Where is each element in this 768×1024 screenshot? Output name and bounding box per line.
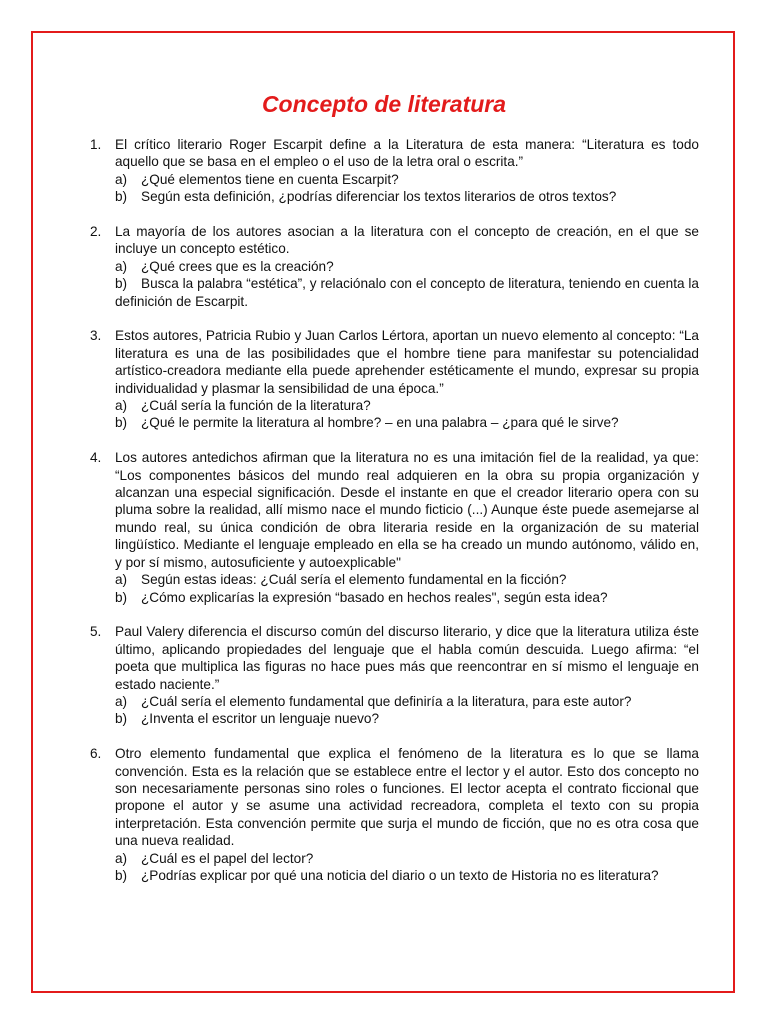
sub-question-letter: b) [115, 711, 128, 727]
sub-question [115, 710, 699, 727]
sub-question [115, 275, 699, 310]
question-list [90, 136, 699, 902]
question-item [90, 223, 699, 310]
sub-question-text: Según estas ideas: ¿Cuál sería el elemento fundamental en la ficción? [141, 572, 567, 588]
sub-question-letter: b) [115, 189, 128, 205]
sub-question-text: ¿Qué crees que es la creación? [141, 258, 334, 274]
sub-question [115, 571, 699, 588]
sub-question [115, 589, 699, 606]
question-item [90, 449, 699, 606]
sub-question-letter: a) [115, 171, 128, 187]
sub-question-letter: a) [115, 398, 128, 414]
sub-question-letter: a) [115, 572, 128, 588]
sub-question-text: ¿Cuál sería la función de la literatura? [141, 398, 371, 414]
question-number: 6. [90, 746, 102, 762]
question-text: Paul Valery diferencia el discurso común del discurso literario, y dice que la literatura utiliza éste último, aplicando propiedades del lenguaje que el habla común descuida. Luego afirma: “el poeta que multiplica las figuras no hace pues más que reencontrar en sí mismo el lenguaje en estado naciente.” [115, 624, 699, 692]
page-title: Concepto de literatura [261, 91, 507, 117]
question-text: Estos autores, Patricia Rubio y Juan Carlos Lértora, aportan un nuevo elemento al concepto: “La literatura es una de las posibilidades que el hombre tiene para manifestar su potencialidad artístico-creadora mediante ella puede aprehender estéticamente el mundo, expresar su propia individualidad y plasmar la sensibilidad de una época.” [115, 328, 699, 396]
question-item [90, 623, 699, 727]
sub-question-text: Según esta definición, ¿podrías diferenciar los textos literarios de otros textos? [141, 189, 617, 205]
question-item [90, 745, 699, 884]
sub-question [115, 850, 699, 867]
sub-question [115, 258, 699, 275]
sub-question [115, 188, 699, 205]
sub-question-letter: a) [115, 258, 128, 274]
sub-question [115, 397, 699, 414]
sub-question-text: Busca la palabra “estética”, y relaciónalo con el concepto de literatura, teniendo en cuenta la definición de Escarpit. [115, 276, 699, 309]
sub-question-letter: b) [115, 867, 128, 883]
question-text: Otro elemento fundamental que explica el fenómeno de la literatura es lo que se llama convención. Esta es la relación que se establece entre el lector y el autor. Esto dos concepto no son necesariamente personas sino roles o funciones. El lector acepta el contrato ficcional que propone el autor y se asume una actividad recreadora, completa el texto con su propia interpretación. Esta convención permite que surja el mundo de ficción, que no es otra cosa que una nueva realidad. [115, 746, 699, 849]
sub-question-text: ¿Qué le permite la literatura al hombre? – en una palabra – ¿para qué le sirve? [141, 415, 619, 431]
question-number: 2. [90, 224, 102, 240]
sub-question-text: ¿Inventa el escritor un lenguaje nuevo? [141, 711, 380, 727]
sub-question-letter: b) [115, 589, 128, 605]
sub-question [115, 867, 699, 884]
question-text: El crítico literario Roger Escarpit define a la Literatura de esta manera: “Literatura es todo aquello que se basa en el empleo o el uso de la letra oral o escrita.” [115, 137, 699, 170]
sub-question [115, 414, 699, 431]
sub-question [115, 171, 699, 188]
sub-question-text: ¿Cuál es el papel del lector? [141, 850, 314, 866]
question-number: 5. [90, 624, 102, 640]
sub-question-text: ¿Qué elementos tiene en cuenta Escarpit? [141, 171, 399, 187]
sub-question-text: ¿Podrías explicar por qué una noticia del diario o un texto de Historia no es literatura? [141, 867, 659, 883]
sub-question-letter: a) [115, 693, 128, 709]
question-number: 4. [90, 450, 102, 466]
sub-question-letter: a) [115, 850, 128, 866]
sub-question-text: ¿Cómo explicarías la expresión “basado en hechos reales", según esta idea? [141, 589, 608, 605]
question-text: La mayoría de los autores asocian a la literatura con el concepto de creación, en el que se incluye un concepto estético. [115, 224, 699, 257]
question-number: 3. [90, 328, 102, 344]
sub-question-letter: b) [115, 276, 128, 292]
sub-question-text: ¿Cuál sería el elemento fundamental que definiría a la literatura, para este autor? [141, 693, 632, 709]
question-item [90, 327, 699, 431]
question-text: Los autores antedichos afirman que la literatura no es una imitación fiel de la realidad, ya que: “Los componentes básicos del mundo real adquieren en la obra su propia organización y alcanzan una especial significación. Desde el instante en que el creador literario opera con su pluma sobre la realidad, allí mismo nace el mundo ficticio (...) Aunque éste puede asemejarse al mundo real, su única condición de obra literaria reside en la organización de su material lingüístico. Mediante el lenguaje empleado en ella se ha creado un mundo autónomo, válido en, y por sí mismo, autosuficiente y autoexplicable" [115, 450, 699, 570]
question-number: 1. [90, 137, 102, 152]
sub-question-letter: b) [115, 415, 128, 431]
sub-question [115, 693, 699, 710]
question-item [90, 136, 699, 206]
